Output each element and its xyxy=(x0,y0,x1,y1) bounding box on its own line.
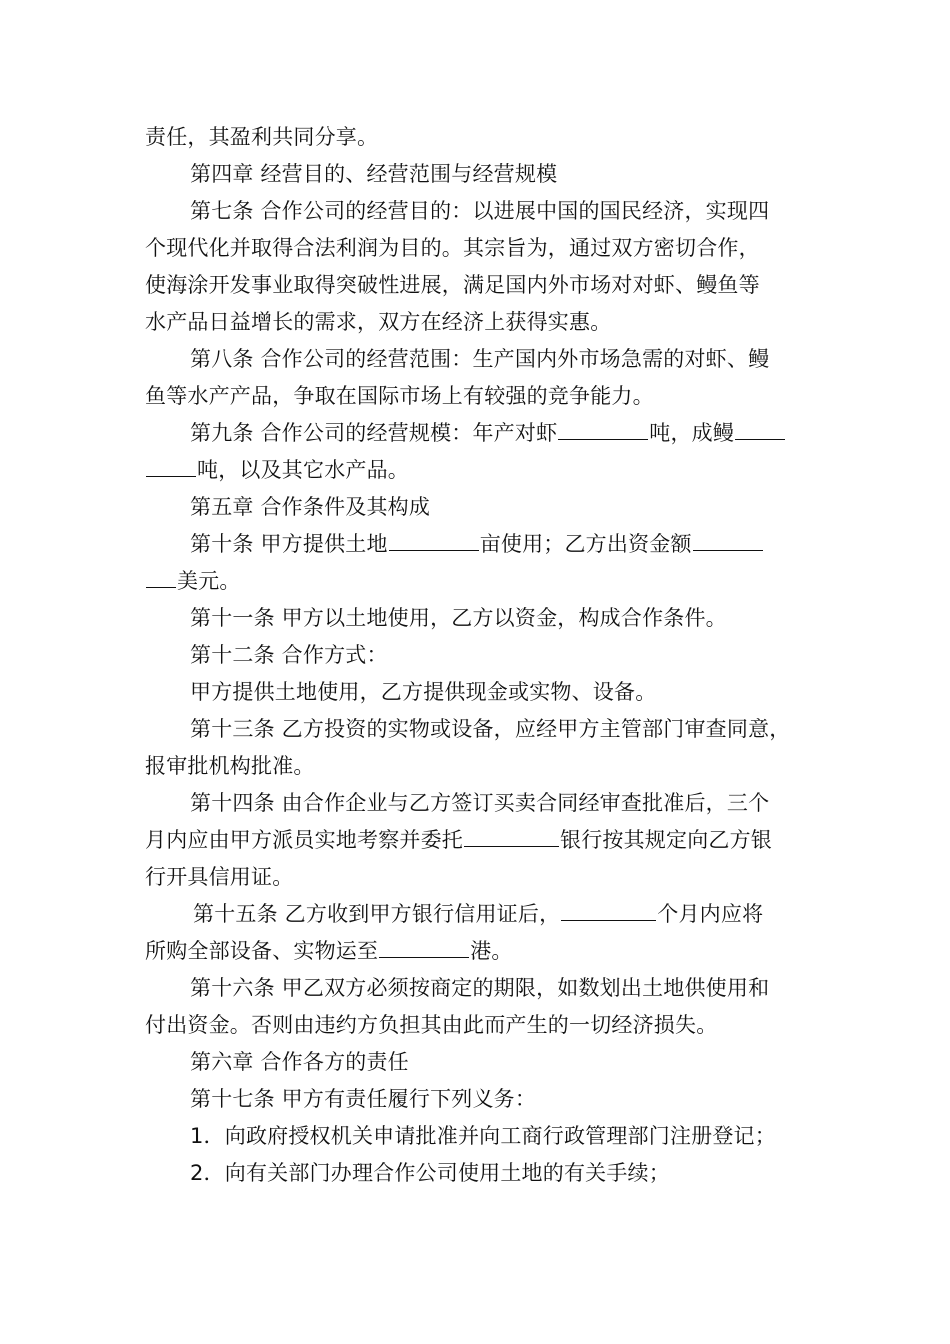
text-line xyxy=(145,452,821,489)
fill-blank[interactable] xyxy=(561,898,656,921)
text-line xyxy=(145,1007,821,1044)
fill-blank[interactable] xyxy=(146,454,196,477)
text-span: 银行按其规定向乙方银 xyxy=(560,828,772,852)
text-span: 月内应由甲方派员实地考察并委托 xyxy=(145,828,463,852)
text-line xyxy=(145,933,821,970)
text-span: 美元。 xyxy=(177,569,241,593)
chapter-heading xyxy=(145,1044,821,1081)
fill-blank[interactable] xyxy=(558,417,648,440)
text-line xyxy=(145,341,821,378)
text-line xyxy=(145,230,821,267)
text-line xyxy=(145,378,821,415)
text-line xyxy=(145,748,821,785)
text-line xyxy=(145,119,821,156)
text-span: 第十五条 乙方收到甲方银行信用证后， xyxy=(193,902,561,926)
text-span: 第九条 合作公司的经营规模：年产对虾 xyxy=(190,421,558,445)
fill-blank[interactable] xyxy=(379,935,469,958)
text-span: 第四章 经营目的、经营范围与经营规模 xyxy=(190,162,558,186)
text-line xyxy=(145,563,821,600)
text-line xyxy=(145,859,821,896)
text-span: 港。 xyxy=(470,939,513,963)
text-line xyxy=(145,637,821,674)
text-span: 第六章 合作各方的责任 xyxy=(190,1050,409,1074)
text-span: 第十二条 合作方式： xyxy=(190,643,388,667)
text-span: 报审批机构批准。 xyxy=(145,754,315,778)
list-item xyxy=(145,1155,821,1192)
text-span: 第五章 合作条件及其构成 xyxy=(190,495,431,519)
text-line xyxy=(145,526,821,563)
fill-blank[interactable] xyxy=(735,417,785,440)
text-span: 第十三条 乙方投资的实物或设备，应经甲方主管部门审查同意， xyxy=(190,717,791,741)
text-line xyxy=(145,785,821,822)
fill-blank[interactable] xyxy=(146,565,176,588)
text-span: 第八条 合作公司的经营范围：生产国内外市场急需的对虾、鳗 xyxy=(190,347,770,371)
text-span: 个月内应将 xyxy=(657,902,764,926)
chapter-heading xyxy=(145,156,821,193)
text-span: 使海涂开发事业取得突破性进展，满足国内外市场对对虾、鳗鱼等 xyxy=(145,273,760,297)
text-line xyxy=(145,822,821,859)
text-span: 所购全部设备、实物运至 xyxy=(145,939,379,963)
document-page xyxy=(145,119,821,1192)
text-span: 吨，成鳗 xyxy=(649,421,735,445)
text-line xyxy=(145,896,821,933)
chapter-heading xyxy=(145,489,821,526)
text-line xyxy=(145,267,821,304)
text-line xyxy=(145,674,821,711)
text-line xyxy=(145,193,821,230)
text-span: 行开具信用证。 xyxy=(145,865,294,889)
text-line xyxy=(145,970,821,1007)
text-span: 第十一条 甲方以土地使用，乙方以资金，构成合作条件。 xyxy=(190,606,727,630)
text-span: 甲方提供土地使用，乙方提供现金或实物、设备。 xyxy=(190,680,657,704)
text-line xyxy=(145,711,821,748)
text-span: 第十四条 由合作企业与乙方签订买卖合同经审查批准后，三个 xyxy=(190,791,770,815)
text-span: 第七条 合作公司的经营目的：以进展中国的国民经济，实现四 xyxy=(190,199,770,223)
text-line xyxy=(145,600,821,637)
text-span: 第十条 甲方提供土地 xyxy=(190,532,388,556)
text-span: 1．向政府授权机关申请批准并向工商行政管理部门注册登记； xyxy=(190,1124,776,1148)
text-line xyxy=(145,415,821,452)
text-span: 第十六条 甲乙双方必须按商定的期限，如数划出土地供使用和 xyxy=(190,976,770,1000)
text-span: 亩使用；乙方出资金额 xyxy=(479,532,692,556)
text-span: 2．向有关部门办理合作公司使用土地的有关手续； xyxy=(190,1161,670,1185)
text-span: 责任，其盈利共同分享。 xyxy=(145,125,379,149)
text-span: 吨，以及其它水产品。 xyxy=(197,458,409,482)
text-span: 个现代化并取得合法利润为目的。其宗旨为，通过双方密切合作， xyxy=(145,236,760,260)
list-item xyxy=(145,1118,821,1155)
fill-blank[interactable] xyxy=(389,528,479,551)
text-line xyxy=(145,304,821,341)
text-span: 鱼等水产产品，争取在国际市场上有较强的竞争能力。 xyxy=(145,384,654,408)
fill-blank[interactable] xyxy=(693,528,763,551)
fill-blank[interactable] xyxy=(464,824,559,847)
text-line xyxy=(145,1081,821,1118)
text-span: 水产品日益增长的需求，双方在经济上获得实惠。 xyxy=(145,310,612,334)
text-span: 付出资金。否则由违约方负担其由此而产生的一切经济损失。 xyxy=(145,1013,718,1037)
text-span: 第十七条 甲方有责任履行下列义务： xyxy=(190,1087,537,1111)
